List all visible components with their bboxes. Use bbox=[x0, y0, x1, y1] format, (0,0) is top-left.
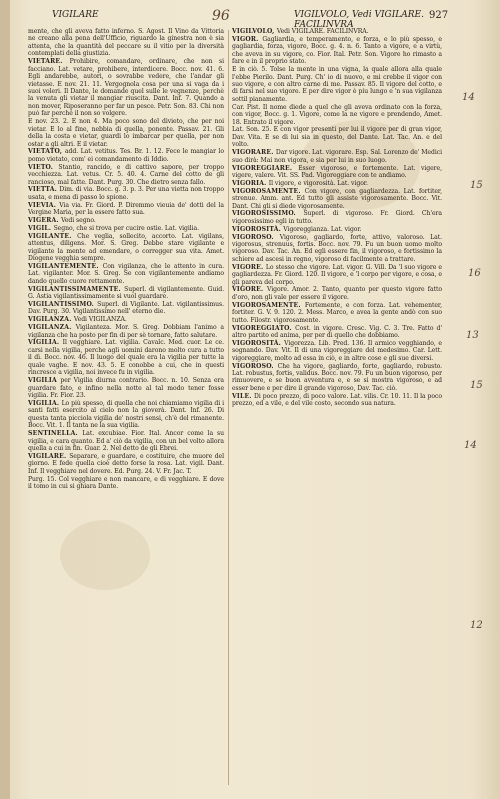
entry-headword: VIGILANTISSIMAMENTE. bbox=[28, 285, 125, 293]
dictionary-entry bbox=[28, 400, 224, 430]
right-running-head: VIGILVOLO, Vedi VIGILARE. FACILINVRA bbox=[294, 10, 424, 30]
handwritten-folio: 96 bbox=[212, 8, 230, 24]
entry-definition: Car. Pist. Il nome diede a quel che gli aveva ordinato con la forza, con vigor, Bocc. g. 1. Vigore, come la ne vigore e prendendo, Amet. 18. Entrato il vigore. bbox=[232, 103, 442, 126]
entry-definition: Prohibire, comandare, ordinare, che non si facciano. Lat. vetare, prohibere, interdicere. Bocc. nov. 41. 6. Egli andarebbe, autori, o sovrabbe vedere, che l'andar gli vietasse. E nov. 21. 11. Vergognola cosa per una si vaga da i suoi voleri. Il Dante, le domande quel sulle le vegnenze, perchè la venuta gli vietar il mangiar riuscita. Dant. Inf. 7. Quando a non mover, Riposeranno per far un pesce. Petr. Son. 83. Chi non può far perché il non so volgere. bbox=[28, 58, 224, 118]
entry-definition: per Vigilia diurna contrario. Bocc. n. 10. Senza era guardare fato, e infino nella notte al tal modo tener fosse vigilia. Fr. Fior. 23. bbox=[28, 377, 224, 399]
entry-headword: VIGOROSAMENTE. bbox=[232, 301, 305, 309]
entry-definition: Separare, e guardare, e costituire, che muore del giorno. E fede quella cioè detto forse la rosa. Lat. vigil. Dant. Inf. Il vegghiare nel dovere. Ed. Purg. 24. V. Fr. Jac. T. bbox=[28, 452, 224, 475]
dictionary-entry bbox=[232, 188, 442, 210]
page-header bbox=[24, 8, 454, 28]
entry-headword: VIGILIA. bbox=[28, 339, 63, 347]
entry-definition: Dim. di via. Bocc. g. 3. p. 3. Per una vietta non troppo usata, e mena di passo lo spione. bbox=[28, 186, 224, 201]
entry-headword: VIGORE. bbox=[232, 286, 267, 294]
margin-annotation: 15 bbox=[470, 180, 483, 191]
entry-headword: VIEVIA. bbox=[28, 201, 60, 209]
dictionary-entry bbox=[28, 186, 224, 201]
entry-headword: VIGORARE. bbox=[232, 149, 276, 157]
entry-headword: VIGILIA bbox=[28, 377, 61, 385]
dictionary-entry bbox=[232, 325, 442, 340]
dictionary-entry bbox=[28, 377, 224, 399]
margin-annotation: 15 bbox=[470, 380, 483, 391]
entry-headword: VIGILANTE. bbox=[28, 232, 78, 240]
dictionary-entry bbox=[28, 339, 224, 376]
entry-definition: mente, che gli aveva fatto inferno. S. Agost. Il Vino da Vittoria ne creano alla pena dell'Ufficio, riguardo la ginestra non è sia attenta, che la quantità del peccare su il vitio per la diversità contemplati della giustizia. bbox=[28, 28, 224, 58]
dictionary-entry bbox=[28, 233, 224, 263]
left-column bbox=[28, 28, 224, 788]
entry-definition: Vedi VIGILARE. FACILINVRA. bbox=[276, 28, 369, 35]
dictionary-entry bbox=[232, 226, 442, 233]
entry-definition: Esser vigoroso, e fortemente. Lat. vigere, vigere, valere. Vit. SS. Pad. Vigoreggiare con te andiamo. bbox=[232, 164, 442, 179]
entry-headword: VIGILANZA. bbox=[28, 324, 76, 332]
dictionary-entry bbox=[28, 164, 224, 186]
dictionary-entry bbox=[232, 36, 442, 66]
entry-definition: Con vigilanza, che le attento in cura. Lat. vigilanter. Mor. S. Greg. Se con vigilantemente andiamo dando quello cuore rettamente. bbox=[28, 262, 224, 285]
dictionary-entry bbox=[232, 165, 442, 180]
entry-headword: VIGOROSO. bbox=[232, 233, 280, 241]
margin-annotation: 16 bbox=[468, 268, 481, 279]
dictionary-entry bbox=[28, 217, 224, 224]
entry-definition: E in ciò. 5. Tolse la mente in una vigna, la quale allora alla quale l'ebbe Pierilo. Dant. Purg. Ch' io di nuovo, e mi crebbe il vigor con suo vigore, e con altro carne di me. Passav. 85. Il vigore del cotto, e di farsi nel suo vigore. E per dire vigor è piu lungo e 'n sua vigilanza sottil pianamente. bbox=[232, 66, 442, 103]
entry-definition: Vigorezza. Lib. Pred. 136. Il armico vegghiando, e sognando. Dav. Vit. Il di una vigoreggiare del medesimo. Car. Lett. vigoreggiare, molto ad essa in ciò, e in altre cose e gli sue diversi. bbox=[232, 339, 442, 362]
entry-definition: Superl. di vigoroso. Fr. Giord. Ch'era vigorosissimo egli in tutto. bbox=[232, 210, 442, 225]
entry-definition: Lo più spesso, di quella che noi chiamiamo vigilia di i santi fatti esercito al cielo non la gioverà. Dant. Inf. 26. Di questa tanta picciola vigilia de' nostri sensi, ch'è del rimanente. Bocc. Vit. 1. Il tanta ne la sua vigilia. bbox=[28, 399, 224, 430]
entry-headword: VIETATO, bbox=[28, 148, 65, 156]
dictionary-entry bbox=[232, 234, 442, 264]
entry-definition: Via via. Fr. Giord. P. Diremmo vieuia de' dotti del la Vergine Maria, per la essere fatto sua. bbox=[28, 201, 224, 217]
entry-definition: Lat. excubiae. Fior. Ital. Ancor come la su vigilia, e cara quanto. Ed a' ciò da vigilia, con un bel volto allora quella a cui in fin. Guar. 2. Nel detto de gli Ebrei. bbox=[28, 430, 224, 452]
dictionary-entry bbox=[28, 430, 224, 452]
entry-headword: VIGOROSO. bbox=[232, 362, 278, 370]
entry-definition: Vigoreggianza. Lat. vigor. bbox=[283, 225, 362, 233]
entry-headword: VIGILANTISSIMO. bbox=[28, 301, 98, 308]
dictionary-entry bbox=[232, 363, 442, 393]
entry-headword: VIGOREGGIARE. bbox=[232, 164, 299, 172]
dictionary-entry bbox=[28, 301, 224, 316]
dictionary-entry bbox=[28, 453, 224, 475]
entry-definition: Vedi segno. bbox=[61, 217, 96, 225]
entry-headword: VIGOROSAMENTE. bbox=[232, 187, 305, 195]
entry-definition: Il vigore, e vigorosità. Lat. vigor. bbox=[268, 179, 368, 187]
dictionary-entry bbox=[232, 66, 442, 103]
entry-headword: VILE. bbox=[232, 392, 255, 400]
entry-definition: Il vegghiare. Lat. vigilia. Cavalc. Med. cuor. Le ce. carsi nella vigilia, perche agli uomini darono molto cura a tutto il dì. Bocc. nov. 46. Il luogo del quale era la vigilia per tutte la quale vaghe. E nov. 43. 5. E conobbe a cui, che in questi rincresce a vigilia, noi invece fu in vigilia. bbox=[28, 339, 224, 377]
entry-headword: VIGILIA. bbox=[28, 399, 62, 407]
entry-definition: Che veglia, sollecito, accorto. Lat. vigilans, attentus, diligens. Mor. S. Greg. Debbe stare vigilante e vigilante la mente ad emendare, o corregger sua vita. Amet. Diogene vegghia sempre. bbox=[28, 232, 224, 263]
dictionary-entry bbox=[232, 104, 442, 126]
dictionary-entry bbox=[28, 118, 224, 148]
dictionary-entry bbox=[28, 476, 224, 491]
entry-definition: Di poco prezzo, di poco valore. Lat. vilis. Cr. 10. 11. Il la poco prezzo, ed a vile, e del vile costo, secondo sua natura. bbox=[232, 392, 442, 408]
entry-headword: VIETO. bbox=[28, 163, 59, 171]
dictionary-entry bbox=[28, 28, 224, 58]
entry-definition: Fortemente, e con forza. Lat. vehementer, fortiter. G. V. 9. 120. 2. Mess. Marco, e avea la gente andò con suo tutto. Filostr. vigorosamente. bbox=[232, 301, 442, 324]
entry-headword: VIGILARE. bbox=[28, 452, 70, 460]
entry-headword: VIGOR. bbox=[232, 35, 263, 43]
margin-annotation: 12 bbox=[470, 620, 483, 631]
dictionary-entry bbox=[28, 286, 224, 301]
entry-definition: Dar vigore. Lat. vigorare. Esp. Sal. Lorenzo de' Medici suo dirà: Mai non vigora, e sia per lui in suo luogo. bbox=[232, 149, 442, 164]
entry-headword: VIETARE. bbox=[28, 58, 70, 66]
entry-definition: Con vigore, con gagliardezza. Lat. fortiter, strenue. Amm. ant. Ed tutto gli assiste vigorosamente. Bocc. Vit. Dant. Chi gli si diede vigorosamente. bbox=[232, 187, 442, 210]
dictionary-entry bbox=[28, 202, 224, 217]
entry-definition: Vedi VIGILANZA. bbox=[73, 316, 127, 324]
entry-headword: VIGOROSISSIMO. bbox=[232, 210, 304, 218]
dictionary-entry bbox=[28, 324, 224, 339]
entry-definition: Superl. di vigilantemente. Guid. G. Astia vigilantissimamente si vuol guardare. bbox=[28, 285, 224, 301]
dictionary-entry bbox=[232, 302, 442, 324]
entry-definition: Stantio, rancido, e di cattivo sapore, per troppo vecchiezza. Lat. vetus. Cr. 5. 40. 4. Carne del cotto de gli rancioso, mal fatte. Dant. Purg. 30. Che dietro senza fallo. bbox=[28, 163, 224, 186]
dictionary-entry bbox=[28, 58, 224, 118]
entry-headword: VIGERA. bbox=[28, 217, 62, 225]
entry-headword: VIGILVOLO, bbox=[232, 28, 277, 35]
dictionary-entry bbox=[28, 225, 224, 232]
dictionary-entry bbox=[232, 264, 442, 286]
entry-headword: VIGILANZA. bbox=[28, 316, 74, 324]
entry-headword: VIGOROSITÀ. bbox=[232, 225, 284, 233]
entry-headword: VIGOREGGIATO. bbox=[232, 324, 296, 332]
entry-definition: Gagliardia, e temperamento, e forza, e lo più spesso, e gagliardia, forza, vigore, Bocc. g. 4. n. 6. Tanto a vigore, e a virtù, che aveva in su vigore, co. Fior. Ital. Petr. Son. Vigore ho rimasto a fare e in il proprio stato. bbox=[232, 35, 442, 66]
entry-headword: VIGORIA. bbox=[232, 179, 269, 187]
dictionary-entry bbox=[232, 180, 442, 187]
entry-headword: VIGILANTEMENTE. bbox=[28, 262, 103, 270]
entry-headword: VIETTA. bbox=[28, 186, 60, 194]
entry-definition: Vigilanteza. Mor. S. Greg. Dobbiam l'animo a vigilanza che ha posto per fin di per sè tornare, fatto salutare. bbox=[28, 324, 224, 339]
entry-headword: VIGOROSITÀ. bbox=[232, 339, 285, 347]
entry-definition: add. Lat. vetitus. Tes. Br. 1. 12. Fece le mangiar lo pomo vietato, com' ei comandamento di Iddio. bbox=[28, 148, 224, 163]
entry-definition: Cost. in vigore. Cresc. Vig. C. 3. Tre. Fatto d' altro partito ed anima, per per di quello che dobbiamo. bbox=[232, 324, 442, 339]
dictionary-entry bbox=[28, 316, 224, 323]
entry-headword: SENTINELLA. bbox=[28, 430, 83, 438]
dictionary-entry bbox=[232, 28, 442, 35]
dictionary-entry bbox=[232, 340, 442, 362]
dictionary-entry bbox=[28, 263, 224, 285]
entry-definition: Vigoroso, gagliardo, forte, attivo, valoroso. Lat. vigorosus, strenuus, fortis. Bocc. nov. 79. Fu un buon uomo molto vigoroso. Dav. Tac. An. Ed egli essere fin, il vigoroso, e fortissimo la schiere ad ascesi in regno, vigoroso di facilmente a trattare. bbox=[232, 233, 442, 263]
binding-gutter bbox=[0, 0, 10, 799]
dictionary-entry bbox=[232, 286, 442, 301]
entry-definition: Purg. 15. Col vegghiare e non mancare, e di vegghiare. E dove il tomo in cui si ghiara Dante. bbox=[28, 475, 224, 490]
entry-definition: Lat. Son. 25. E con vigor presenti per lui il vigore per di gran vigor, Dav. Vita. E se di lui sia in questo, del Dante. Lat. Tac. An. e del volto. bbox=[232, 126, 442, 149]
dictionary-entry bbox=[28, 148, 224, 163]
entry-definition: E nov. 23. 2. E non 4. Ma poco sono del divieto, che per noi vietar. E lo al fine, nebbia di quella, ponente. Passav. 21. Gli della la costa e vietar, guardi lo imbarcar per quella, per non ostar a gli altri. E il vietar. bbox=[28, 118, 224, 148]
entry-headword: VIGORE. bbox=[232, 263, 266, 271]
margin-annotation: 14 bbox=[462, 92, 475, 103]
entry-definition: Superl. di Vigilante. Lat. vigilantissimus. Dav. Purg. 30. Vigilantissimo nell' eterno die. bbox=[28, 301, 224, 316]
entry-headword: VIGIL. bbox=[28, 224, 54, 232]
entry-definition: Vigore. Amor. 2. Tanto, quanto per questo vigore fatto d'oro, non gli vale per essere il vigore. bbox=[232, 286, 442, 301]
column-divider bbox=[228, 30, 229, 785]
dictionary-entry bbox=[232, 126, 442, 148]
margin-annotation: 13 bbox=[466, 330, 479, 341]
entry-definition: Segno, che si trova per cucire ostie. Lat. vigilia. bbox=[53, 224, 199, 232]
margin-annotation: 14 bbox=[464, 440, 477, 451]
dictionary-entry bbox=[232, 210, 442, 225]
entry-definition: Che ha vigore, gagliardo, forte, gagliardo, robusto. Lat. robustus, fortis, validus. Bocc. nov. 79. Fu un buon vigoroso, per rimuovere, e se buon avventura e, e se si mostra vigoroso, e ad esser bene e per dire il grande vigoroso, Dav. Tac. ciò. bbox=[232, 362, 442, 392]
dictionary-entry bbox=[232, 393, 442, 408]
entry-definition: Lo stesso che vigore. Lat. vigor. G. Vill. Da 'l suo vigore e gagliardezza. Fr. Giord. 120. Il vigore, e 'l corpo per vigore, e cosa, e gli pareva del corpo. bbox=[232, 263, 442, 286]
page-number: 927 bbox=[429, 10, 449, 21]
right-column bbox=[232, 28, 442, 788]
left-running-head: VIGILARE bbox=[52, 10, 99, 20]
dictionary-entry bbox=[232, 149, 442, 164]
